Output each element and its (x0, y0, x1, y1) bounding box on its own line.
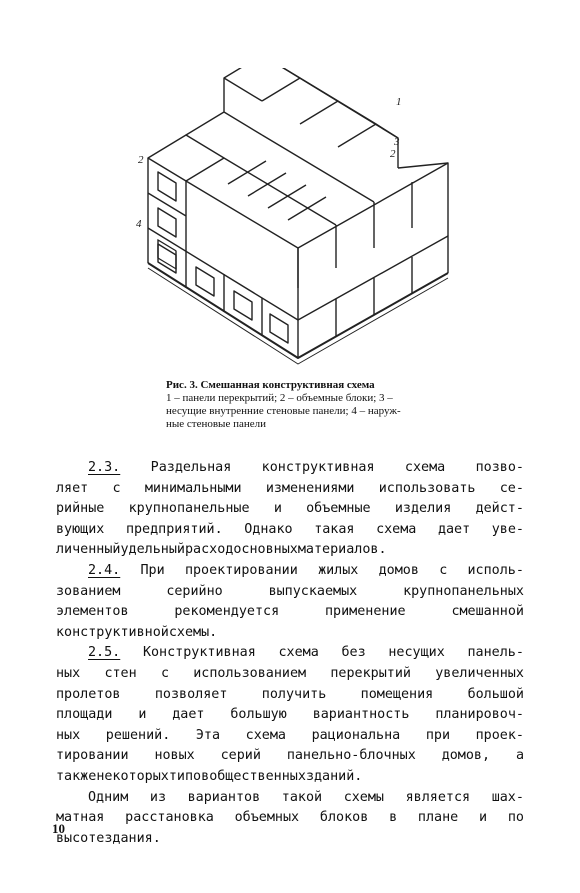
word: Раздельная (150, 460, 232, 475)
text-line (56, 561, 524, 582)
word: схемы (343, 789, 384, 805)
word: Конструктивная (142, 645, 256, 661)
paragraph-number: 2.3. (88, 460, 121, 475)
figure-label-2-left: 2 (138, 154, 144, 166)
word: с (160, 665, 169, 681)
text-line (56, 788, 524, 809)
word: увеличенных (435, 665, 524, 681)
word: является (405, 789, 471, 805)
text-line (56, 602, 524, 623)
word: ных (56, 665, 81, 681)
word: перекрытий (330, 665, 411, 681)
caption-line: ные стеновые панели (166, 418, 266, 430)
word: пролетов (56, 686, 121, 702)
word: без (341, 645, 366, 661)
word: предприятий. (125, 521, 223, 537)
text-line (56, 685, 524, 706)
word: смешанной (451, 604, 524, 620)
word: несущих (388, 645, 445, 661)
word: жилых (318, 562, 359, 578)
word: стен (104, 665, 137, 681)
word: При (140, 562, 165, 578)
word: изделия (394, 501, 452, 517)
word: также (56, 768, 97, 784)
word: вующих (56, 521, 105, 537)
word: и (479, 810, 488, 826)
page-number: 10 (52, 821, 65, 836)
text-line (56, 643, 524, 664)
word: зованием (56, 583, 121, 599)
text-line (56, 582, 524, 603)
figure-label-1: 1 (396, 96, 402, 108)
word: основных (233, 542, 298, 558)
word: высоте (56, 830, 105, 846)
word: тировании (56, 748, 129, 764)
word: плане (417, 810, 459, 826)
word: схемы. (168, 624, 218, 640)
text-line (56, 520, 524, 541)
figure-label-2-right: 2 (390, 148, 396, 160)
word: схема (376, 521, 417, 537)
word: схема (278, 645, 319, 661)
word: использовать (378, 480, 476, 496)
word: шах- (491, 789, 524, 805)
word: в (389, 810, 398, 826)
word: с (112, 480, 121, 496)
word: элементов (56, 604, 129, 620)
word: расстановка (125, 810, 214, 826)
word: изменениями (265, 480, 355, 496)
word: вариантов (187, 789, 261, 805)
text-line (56, 808, 524, 829)
word: материалов. (297, 542, 387, 558)
word: большой (467, 686, 524, 702)
word: конструктивная (261, 460, 375, 475)
word: по (507, 810, 524, 826)
word: площади (56, 707, 113, 723)
figure-label-3: 3 (394, 136, 400, 148)
text-line (56, 664, 524, 685)
word: исполь- (467, 562, 524, 578)
word: а (515, 748, 524, 764)
word: личенный (56, 542, 121, 558)
word: проектировании (184, 562, 298, 578)
word: серий (220, 748, 261, 764)
word: и (273, 501, 282, 517)
word: Однако (244, 521, 293, 537)
word: рийные (56, 501, 105, 517)
text-line (56, 829, 524, 850)
word: дает (437, 521, 471, 537)
word: Одним (88, 789, 129, 805)
word: удельный (120, 542, 185, 558)
word: такой (281, 789, 323, 805)
figure-label-4: 4 (136, 218, 142, 230)
word: конструктивной (56, 624, 169, 640)
word: решений. (105, 727, 171, 743)
word: расход (185, 542, 234, 558)
word: панель- (467, 645, 524, 661)
word: из (149, 789, 167, 805)
word: помещения (360, 686, 434, 702)
word: ляет (56, 480, 89, 496)
word: дает (172, 707, 205, 723)
text-line (56, 767, 524, 788)
text-line (56, 458, 524, 479)
word: матная (56, 810, 105, 826)
word: такая (314, 521, 355, 537)
word: позволяет (154, 686, 228, 702)
isometric-blocks-drawing (118, 68, 473, 378)
word: рекомендуется (174, 604, 280, 620)
word: Эта (195, 727, 221, 743)
word: минимальными (144, 480, 242, 496)
caption-title: Рис. 3. Смешанная конструктивная схема (166, 379, 375, 391)
text-line (56, 726, 524, 747)
word: общественных (209, 768, 306, 784)
word: рациональна (311, 727, 401, 743)
text-line (56, 540, 524, 561)
figure-mixed-structural-scheme (118, 68, 473, 378)
word: с (439, 562, 448, 578)
word: блоков (319, 810, 369, 826)
word: вариантность (312, 707, 410, 723)
figure-caption (166, 379, 466, 431)
word: се- (499, 480, 524, 496)
caption-line: несущие внутренние стеновые панели; 4 – наруж- (166, 405, 401, 417)
paragraph-number: 2.4. (88, 562, 121, 578)
word: домов (378, 562, 419, 578)
word: здания. (104, 830, 161, 846)
word: и (138, 707, 147, 723)
word: крупнопанельные (128, 501, 250, 517)
word: объемных (234, 810, 300, 826)
word: применение (325, 604, 406, 620)
word: некоторых (96, 768, 169, 784)
word: ных (56, 727, 81, 743)
word: получить (261, 686, 327, 702)
text-line (56, 746, 524, 767)
text-line (56, 479, 524, 500)
word: дейст- (475, 501, 524, 517)
word: выпускаемых (268, 583, 358, 599)
word: проек- (475, 727, 524, 743)
word: панельно-блочных (286, 748, 416, 764)
word: новых (154, 748, 195, 764)
word: при (425, 727, 451, 743)
word: домов, (441, 748, 491, 764)
word: планировоч- (435, 707, 524, 723)
word: крупнопанельных (403, 583, 524, 599)
word: зданий. (305, 768, 363, 784)
word: позво- (475, 460, 524, 475)
paragraph-number: 2.5. (88, 645, 121, 661)
word: схема (245, 727, 286, 743)
word: использованием (193, 665, 307, 681)
word: типов (168, 768, 210, 784)
word: серийно (166, 583, 223, 599)
caption-line: 1 – панели перекрытий; 2 – объемные блоки; 3 – (166, 392, 393, 404)
text-line (56, 705, 524, 726)
word: объемные (306, 501, 371, 517)
word: схема (404, 460, 446, 475)
word: уве- (491, 521, 524, 537)
body-text (56, 458, 524, 849)
text-line (56, 499, 524, 520)
word: большую (230, 707, 287, 723)
text-line (56, 623, 524, 644)
